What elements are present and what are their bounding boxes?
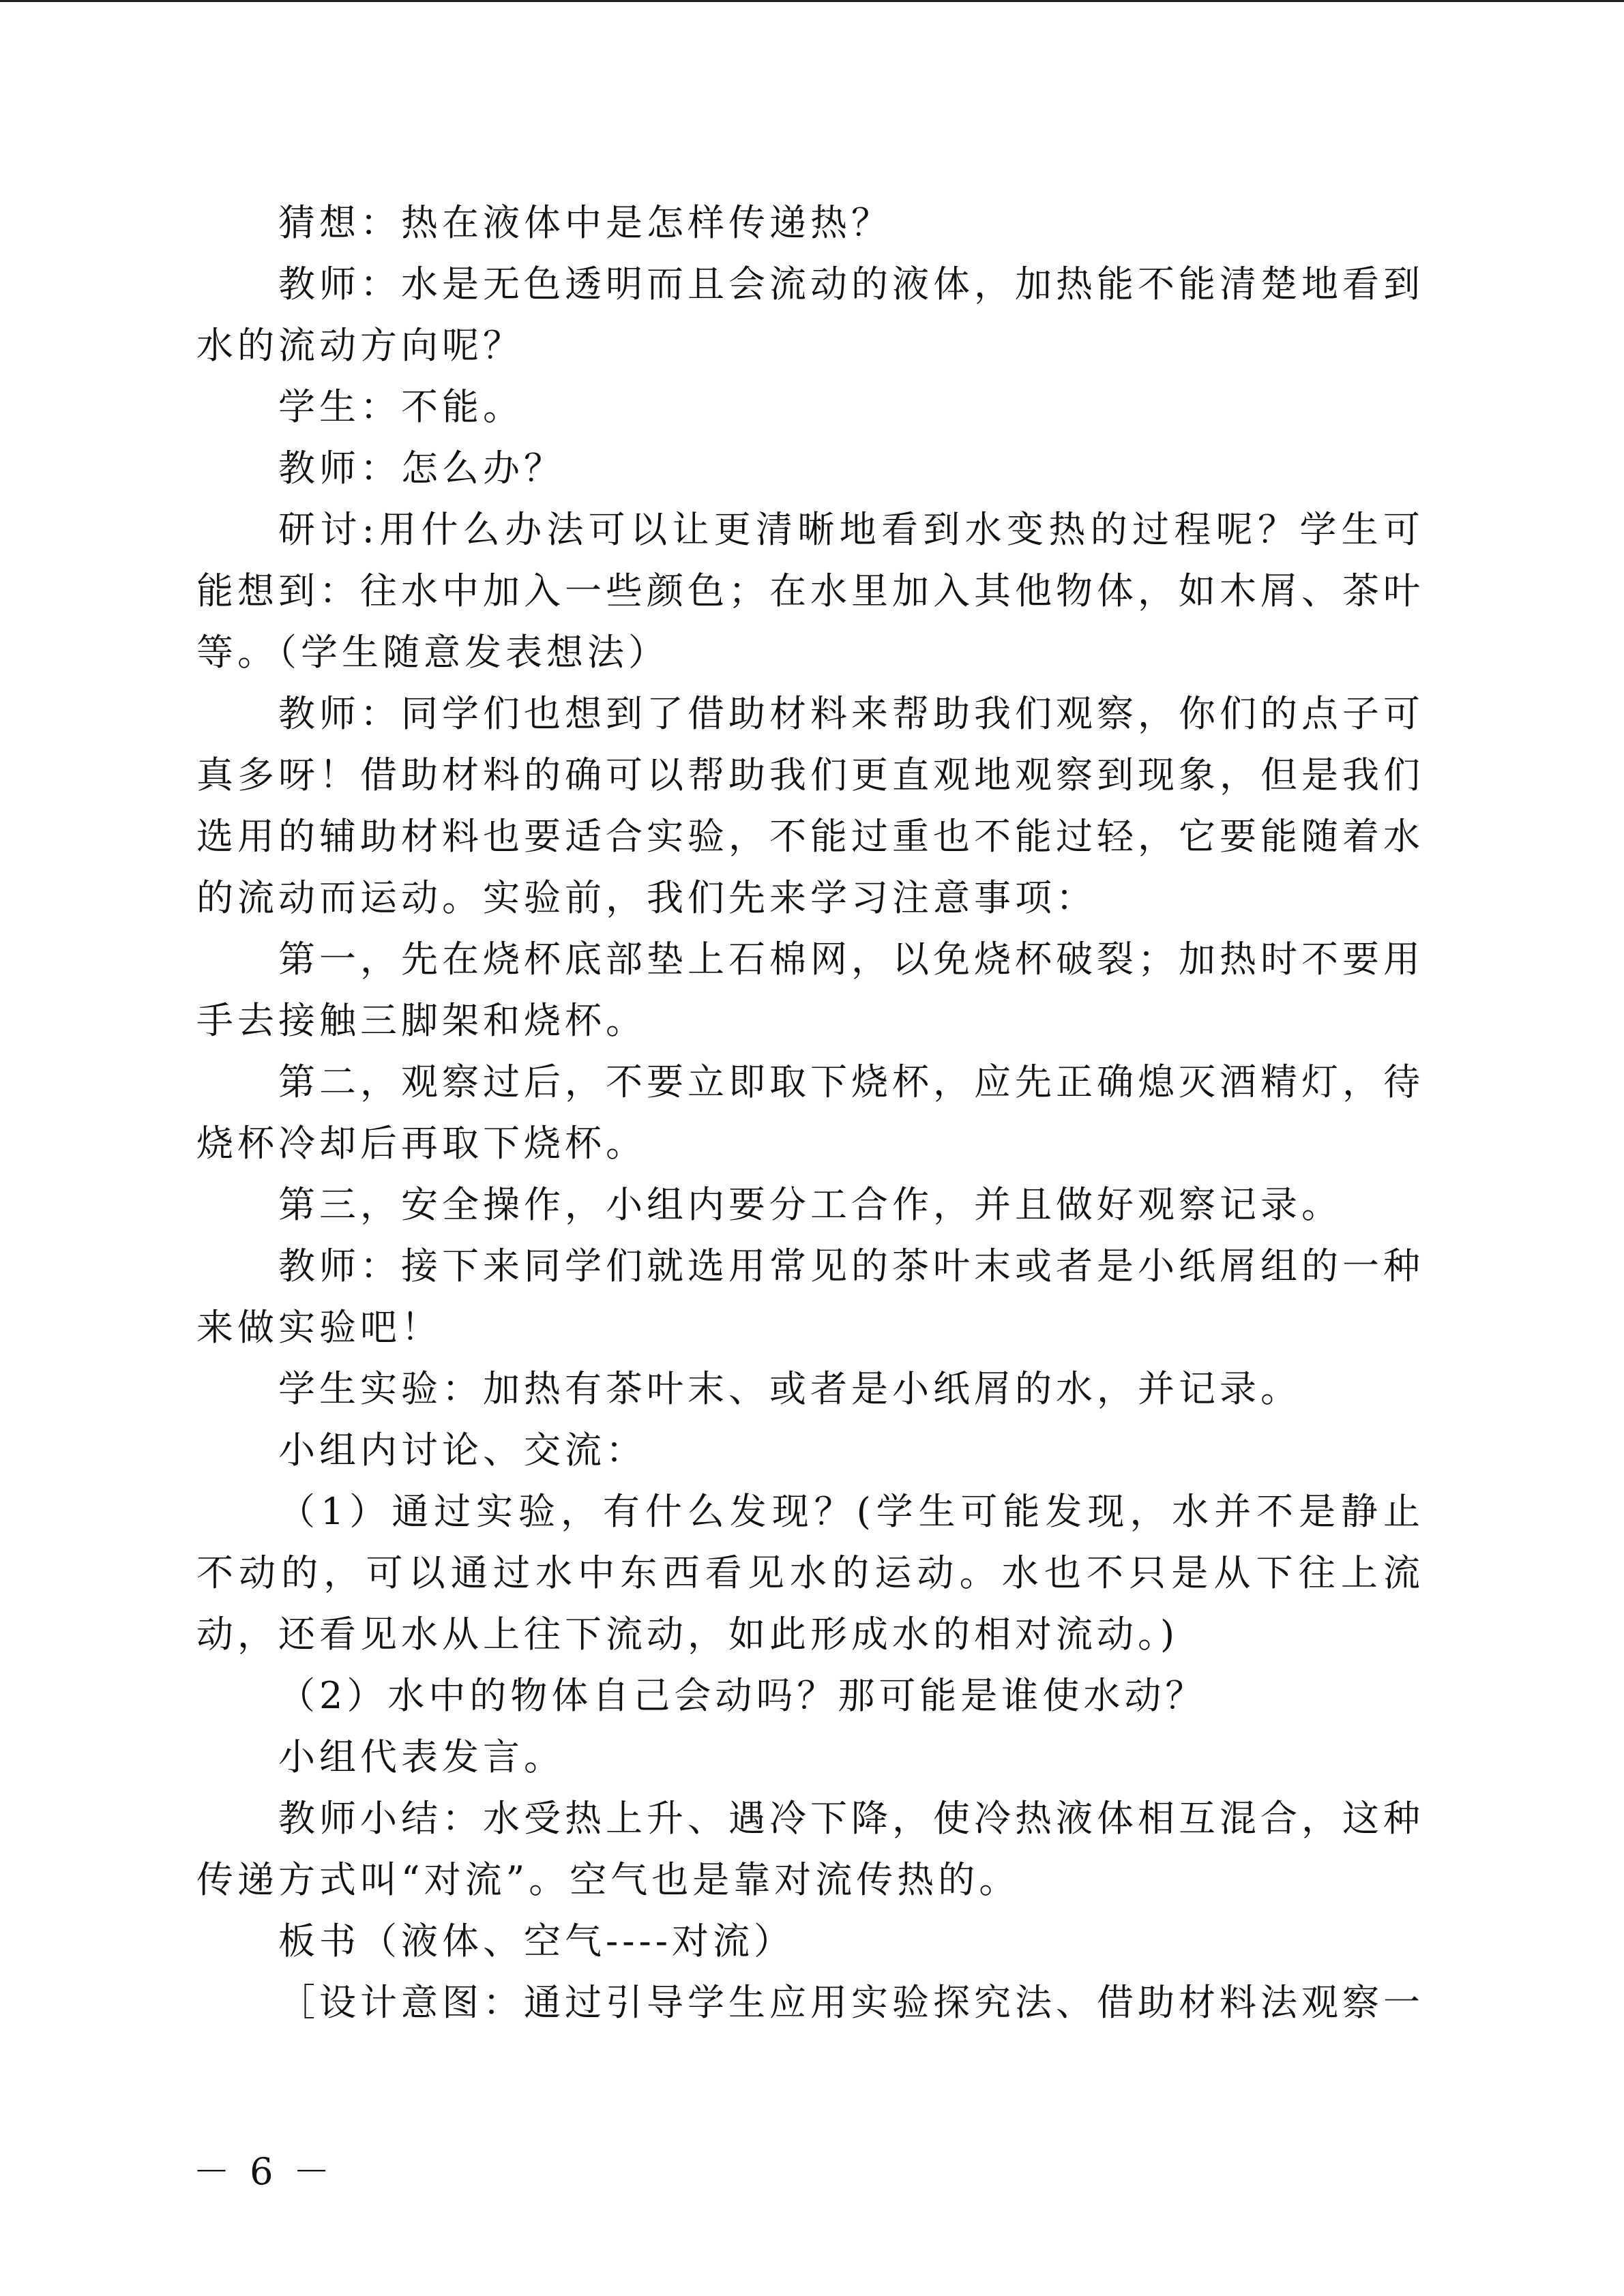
paragraph-discussion: 研讨:用什么办法可以让更清晰地看到水变热的过程呢？学生可能想到：往水中加入一些颜色；在水里加入其他物体，如木屑、茶叶等。（学生随意发表想法） <box>196 508 1424 674</box>
paragraph-rule-second: 第二，观察过后，不要立即取下烧杯，应先正确熄灭酒精灯，待烧杯冷却后再取下烧杯。 <box>196 1060 1424 1165</box>
paragraph-teacher-summary: 教师小结：水受热上升、遇冷下降，使冷热液体相互混合，这种传递方式叫“对流”。空气也是靠对流传热的。 <box>196 1797 1424 1901</box>
paragraph-teacher-question: 教师：水是无色透明而且会流动的液体，加热能不能清楚地看到水的流动方向呢？ <box>196 263 1424 367</box>
paragraph-rule-first: 第一，先在烧杯底部垫上石棉网，以免烧杯破裂；加热时不要用手去接触三脚架和烧杯。 <box>196 938 1424 1042</box>
paragraph-question-2: （2）水中的物体自己会动吗？那可能是谁使水动？ <box>278 1674 1207 1717</box>
paragraph-board-writing: 板书（液体、空气----对流） <box>278 1920 795 1963</box>
paragraph-question-1: （1）通过实验，有什么发现？(学生可能发现，水并不是静止不动的，可以通过水中东西看见水的运动。水也不只是从下往上流动，还看见水从上往下流动，如此形成水的相对流动。) <box>196 1490 1424 1656</box>
paragraph-student-experiment: 学生实验：加热有茶叶末、或者是小纸屑的水，并记录。 <box>278 1367 1301 1410</box>
paragraph-teacher-how: 教师：怎么办？ <box>278 447 565 490</box>
document-body <box>196 192 1424 2033</box>
paragraph-group-discussion: 小组内讨论、交流： <box>278 1429 647 1472</box>
paragraph-teacher-experiment: 教师：接下来同学们就选用常见的茶叶末或者是小纸屑组的一种来做实验吧！ <box>196 1244 1424 1349</box>
paragraph-teacher-materials: 教师：同学们也想到了借助材料来帮助我们观察，你们的点子可真多呀！借助材料的确可以帮助我们更直观地观察到现象，但是我们选用的辅助材料也要适合实验，不能过重也不能过轻，它要能随着水的流动而运动。实验前，我们先来学习注意事项： <box>196 692 1424 919</box>
paragraph-conjecture: 猜想：热在液体中是怎样传递热？ <box>278 201 892 244</box>
paragraph-student-answer: 学生：不能。 <box>278 385 524 428</box>
paragraph-design-intent: ［设计意图：通过引导学生应用实验探究法、借助材料法观察一 <box>278 1981 1424 2024</box>
paragraph-rule-third: 第三，安全操作，小组内要分工合作，并且做好观察记录。 <box>278 1183 1342 1226</box>
paragraph-group-speech: 小组代表发言。 <box>278 1735 565 1778</box>
top-border-line <box>0 0 1624 2</box>
page-number: － 6 － <box>193 2150 334 2193</box>
